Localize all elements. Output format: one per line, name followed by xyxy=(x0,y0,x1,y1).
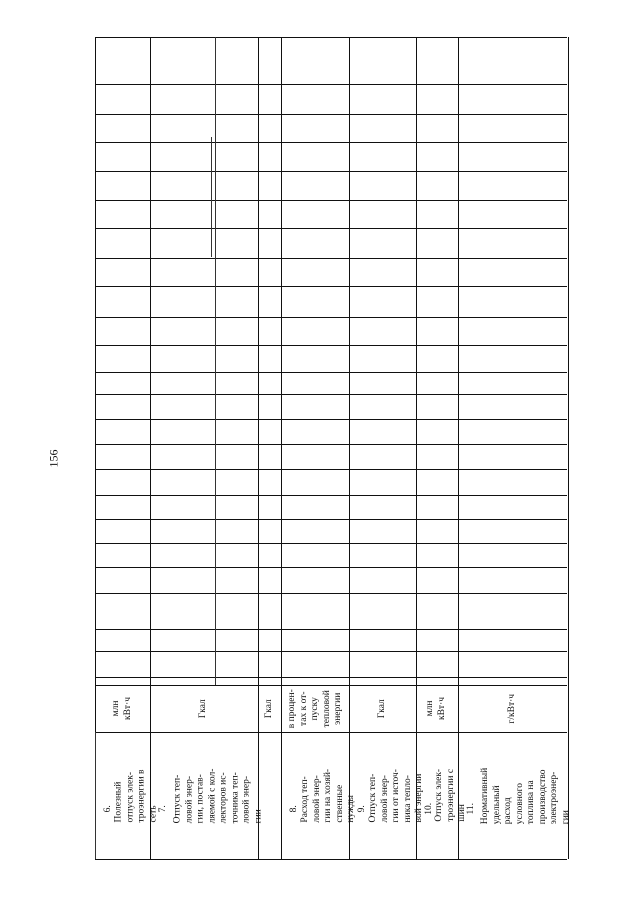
grid-line xyxy=(95,258,567,259)
page-number xyxy=(42,450,66,466)
row-name xyxy=(480,732,571,859)
row-name xyxy=(433,732,467,859)
row-unit-text: Гкал xyxy=(198,698,209,719)
grid-divider xyxy=(215,37,216,685)
page-number-text: 156 xyxy=(46,449,61,467)
grid-line xyxy=(95,567,567,568)
grid-line xyxy=(95,114,567,115)
grid-line xyxy=(95,345,567,346)
number-column-border xyxy=(95,732,96,859)
row-unit xyxy=(258,685,281,732)
row-band xyxy=(258,37,282,859)
row-number-text: 8. xyxy=(289,805,300,813)
grid-line xyxy=(95,495,567,496)
grid-line xyxy=(95,519,567,520)
row-unit-text: млн кВт·ч xyxy=(110,696,133,721)
grid-line xyxy=(95,444,567,445)
row-name-text: Отпуск элек- троэнергии с шин xyxy=(433,769,467,822)
grid-line xyxy=(95,228,567,229)
row-unit-text: Гкал xyxy=(263,698,274,719)
row-name xyxy=(113,732,158,859)
row-number-text: 7. xyxy=(158,805,169,813)
row-unit xyxy=(95,685,150,732)
row-unit-text: г/кВт·ч xyxy=(506,693,517,724)
grid-line xyxy=(95,419,567,420)
grid-line xyxy=(95,629,567,630)
grid-line xyxy=(95,372,567,373)
row-unit xyxy=(458,685,567,732)
grid-line xyxy=(95,593,567,594)
row-name xyxy=(300,732,357,859)
grid-line xyxy=(95,171,567,172)
row-unit xyxy=(150,685,258,732)
row-name xyxy=(172,732,263,859)
row-name-text: Расход теп- ловой энер- гии на хозяй- ственные нужды xyxy=(300,768,357,823)
row-number-text: 6. xyxy=(103,805,114,813)
row-unit xyxy=(416,685,458,732)
data-table xyxy=(95,37,571,859)
row-number-text: 9. xyxy=(357,805,368,813)
grid-line xyxy=(95,469,567,470)
row-number-text: 10. xyxy=(424,803,435,815)
grid-divider xyxy=(211,137,212,257)
grid-line xyxy=(95,543,567,544)
row-name-text: Полезный отпуск элек- троэнергии в сеть xyxy=(113,769,158,822)
row-name-text: Отпуск теп- ловой энер- гии от источ- ника тепло- вой энергии xyxy=(367,768,424,823)
table-bottom-border xyxy=(95,859,567,860)
row-unit-text: Гкал xyxy=(376,698,387,719)
row-unit-text: в процен- тах к от- пуску тепловой энергии xyxy=(286,689,343,728)
grid-line xyxy=(95,394,567,395)
row-number-text: 11. xyxy=(466,803,477,815)
grid-line xyxy=(95,677,567,678)
row-name-text: Отпуск теп- ловой энер- гии, постав- ляемой с кол- лекторов ис- точника теп- ловой энер- гии xyxy=(172,768,263,823)
grid-line xyxy=(95,286,567,287)
grid-line xyxy=(95,317,567,318)
row-unit xyxy=(349,685,416,732)
grid-line xyxy=(95,84,567,85)
table-top-border xyxy=(95,37,567,38)
row-name-text: Нормативный удельный расход условного топлива на производство электроэнер- гии xyxy=(480,767,571,824)
grid-line xyxy=(95,142,567,143)
row-unit xyxy=(281,685,349,732)
row-unit-text: млн кВт·ч xyxy=(425,696,447,721)
grid-line xyxy=(95,651,567,652)
row-name xyxy=(367,732,424,859)
grid-line xyxy=(95,200,567,201)
